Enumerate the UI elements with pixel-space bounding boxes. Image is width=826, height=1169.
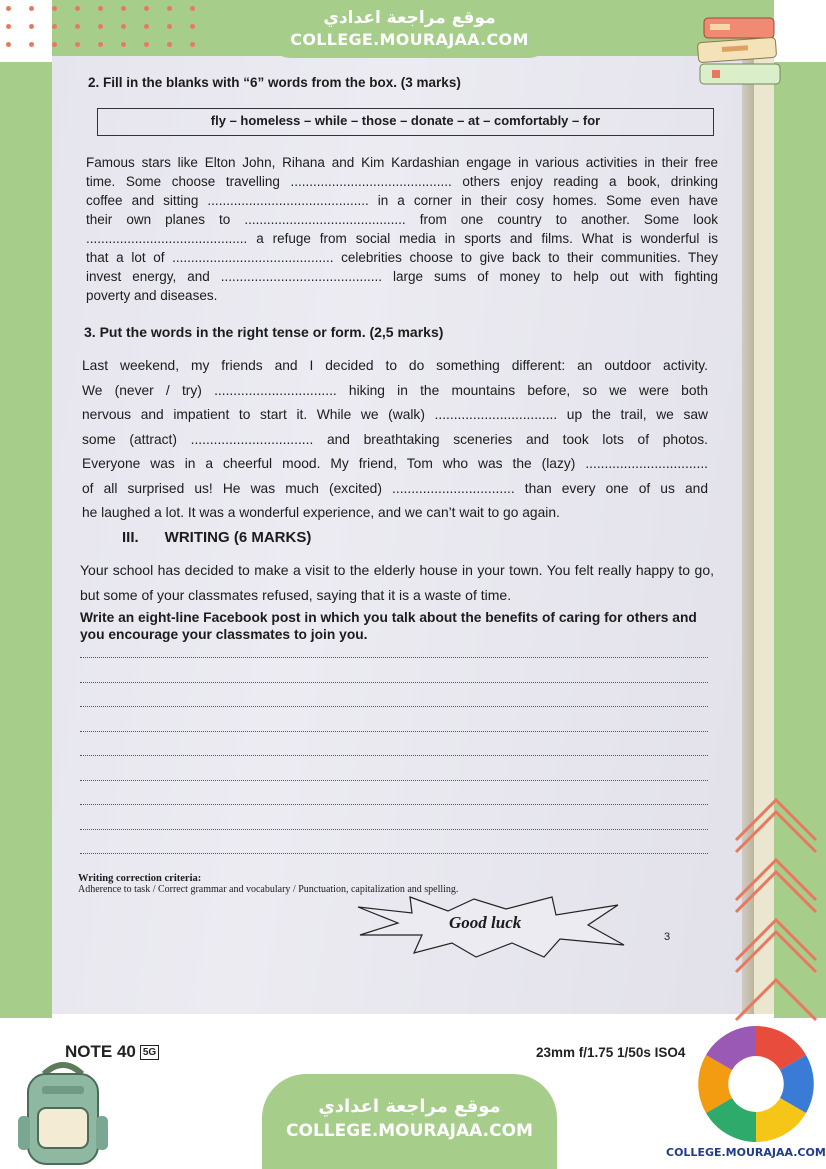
answer-line[interactable] <box>80 828 708 830</box>
answer-line[interactable] <box>80 852 708 854</box>
decorative-dot <box>190 24 195 29</box>
header-banner[interactable] <box>262 0 557 58</box>
phone-model-text: NOTE 40 <box>65 1042 136 1061</box>
decorative-dot <box>6 42 11 47</box>
section2-line: invest energy, and ........................................... large sums of money to help out with fighting <box>86 269 718 284</box>
decorative-dot <box>121 6 126 11</box>
section2-line: coffee and sitting ........................................... in a corner in their cosy homes. Some even have <box>86 193 718 208</box>
section2-title: 2. Fill in the blanks with “6” words from the box. (3 marks) <box>88 75 461 90</box>
decorative-dot <box>29 24 34 29</box>
decorative-dot <box>75 42 80 47</box>
decorative-dot <box>29 42 34 47</box>
section3-title: 3. Put the words in the right tense or form. (2,5 marks) <box>84 324 444 340</box>
decorative-dot <box>98 42 103 47</box>
good-luck-text: Good luck <box>449 913 522 932</box>
decorative-dot <box>167 24 172 29</box>
network-badge: 5G <box>140 1045 159 1060</box>
section2-line: Famous stars like Elton John, Rihana and Kim Kardashian engage in various activities in their free <box>86 155 718 170</box>
writing-number: III. <box>122 529 139 546</box>
section3-paragraph <box>82 354 708 526</box>
answer-line[interactable] <box>80 705 708 707</box>
section3-line: he laughed a lot. It was a wonderful experience, and we can’t wait to go again. <box>82 505 560 520</box>
decorative-dot <box>167 6 172 11</box>
decorative-dot <box>52 6 57 11</box>
section2-paragraph <box>86 153 718 305</box>
decorative-dot <box>121 24 126 29</box>
section3-line: some (attract) ................................ and breathtaking sceneries and took lots of photos. <box>82 431 708 447</box>
section3-line: nervous and impatient to start it. While we (walk) ................................ up the trail, we saw <box>82 407 708 422</box>
answer-line[interactable] <box>80 754 708 756</box>
section2-line: time. Some choose travelling ........................................... others enjoy reading a book, drinking <box>86 174 718 189</box>
decorative-dot <box>98 24 103 29</box>
decorative-dot <box>75 24 80 29</box>
header-site-url[interactable]: COLLEGE.MOURAJAA.COM <box>290 30 529 49</box>
decorative-dot <box>167 42 172 47</box>
decorative-dot <box>29 6 34 11</box>
footer-arabic-title: موقع مراجعة اعدادي <box>318 1096 501 1117</box>
page-number: 3 <box>664 931 671 943</box>
backpack-icon <box>14 1056 112 1168</box>
section2-line: that a lot of ........................................... celebrities choose to give back to their communities. They <box>86 250 718 265</box>
site-tag[interactable]: COLLEGE.MOURAJAA.COM <box>666 1146 826 1159</box>
decorative-dots <box>0 0 210 56</box>
writing-task: Write an eight-line Facebook post in which you talk about the benefits of caring for others and you encourage your classmates to join you. <box>80 610 697 642</box>
footer-banner[interactable] <box>262 1074 557 1169</box>
section3-line: We (never / try) ................................ hiking in the mountains before, so we were both <box>82 382 708 398</box>
section2-line: their own planes to ........................................... from one country to another. Some look <box>86 212 718 227</box>
writing-prompt: Your school has decided to make a visit to the elderly house in your town. You felt really happy to go, but some of your classmates refused, saying that it is a waste of time. <box>80 562 714 603</box>
criteria-text: Adherence to task / Correct grammar and vocabulary / Punctuation, capitalization and spelling. <box>78 884 459 895</box>
decorative-dot <box>144 6 149 11</box>
decorative-dot <box>98 6 103 11</box>
chevron-up-icon <box>726 790 826 1030</box>
section2-line: poverty and diseases. <box>86 288 218 303</box>
word-box: fly – homeless – while – those – donate – at – comfortably – for <box>97 108 714 136</box>
header-arabic-title: موقع مراجعة اعدادي <box>323 8 496 28</box>
camera-exif: 23mm f/1.75 1/50s ISO4 <box>536 1045 686 1060</box>
answer-line[interactable] <box>80 730 708 732</box>
answer-line[interactable] <box>80 803 708 805</box>
answer-line[interactable] <box>80 656 708 658</box>
section3-line: Everyone was in a cheerful mood. My friend, Tom who was the (lazy) ................................ <box>82 456 708 471</box>
decorative-dot <box>52 42 57 47</box>
section2-line: ........................................... a refuge from social media in sports and films. What is wonderful is <box>86 231 718 246</box>
writing-heading <box>122 529 311 546</box>
writing-title: WRITING (6 MARKS) <box>164 529 312 546</box>
decorative-dot <box>6 6 11 11</box>
education-wheel-icon <box>694 1024 818 1144</box>
answer-line[interactable] <box>80 779 708 781</box>
section3-line: of all surprised us! He was much (excited) ................................ than every one of us and <box>82 480 708 496</box>
decorative-dot <box>52 24 57 29</box>
decorative-dot <box>144 24 149 29</box>
decorative-dot <box>190 6 195 11</box>
criteria-title: Writing correction criteria: <box>78 873 202 884</box>
decorative-dot <box>190 42 195 47</box>
books-icon <box>694 14 790 94</box>
footer-site-url[interactable]: COLLEGE.MOURAJAA.COM <box>286 1121 533 1141</box>
left-frame <box>0 0 52 1169</box>
decorative-dot <box>75 6 80 11</box>
answer-line[interactable] <box>80 681 708 683</box>
decorative-dot <box>121 42 126 47</box>
decorative-dot <box>144 42 149 47</box>
section3-line: Last weekend, my friends and I decided to do something different: an outdoor activity. <box>82 358 708 373</box>
decorative-dot <box>6 24 11 29</box>
